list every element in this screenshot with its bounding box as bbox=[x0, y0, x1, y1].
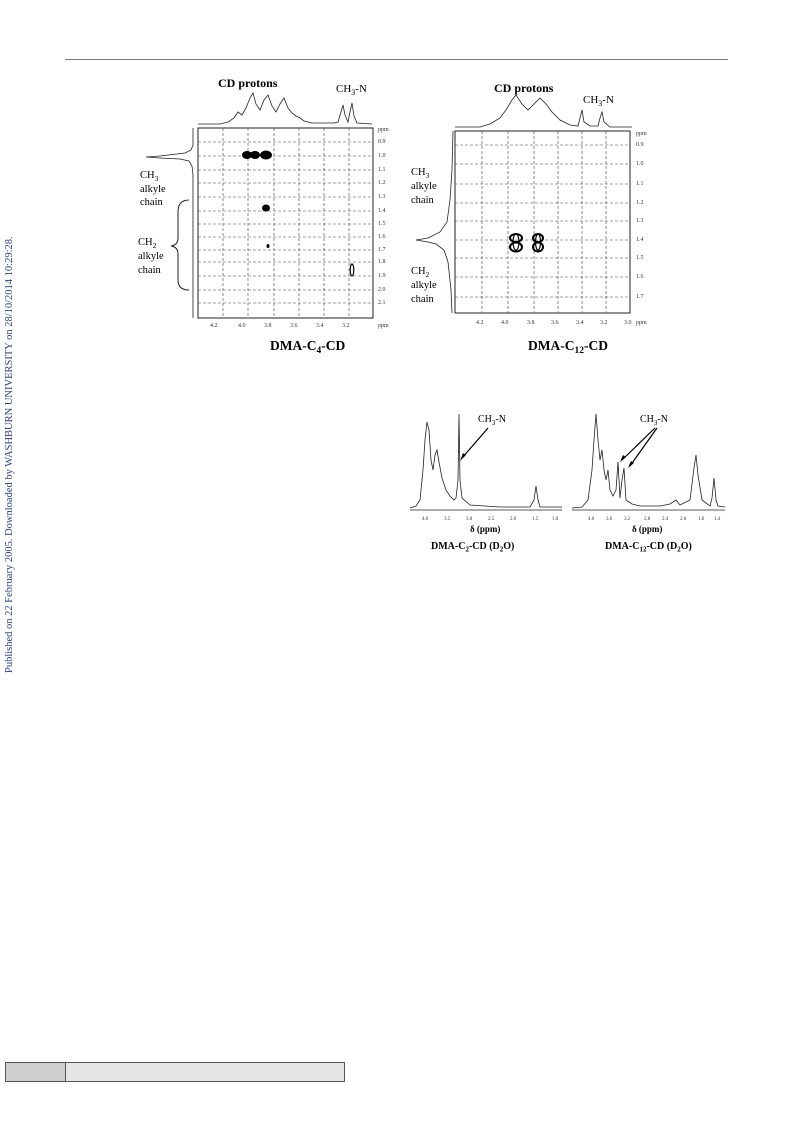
svg-text:1.0: 1.0 bbox=[378, 153, 386, 159]
svg-text:4.2: 4.2 bbox=[476, 320, 484, 326]
spectrum-1d-right bbox=[572, 414, 725, 554]
svg-text:chain: chain bbox=[411, 294, 434, 305]
ch2-brace bbox=[171, 200, 189, 290]
spectrum-2d-left bbox=[138, 76, 389, 356]
cd-protons-label: CD protons bbox=[218, 76, 278, 90]
ch2-alkyl-label bbox=[138, 237, 164, 276]
caption-dma-c12-d2o: DMA-$C_{12}-CD$ $(D_2O)$ bbox=[605, 541, 692, 554]
svg-text:CH3: $CH_3$ bbox=[140, 170, 159, 183]
footer-journal-box bbox=[65, 1062, 345, 1082]
svg-text:alkyle: alkyle bbox=[140, 184, 166, 195]
x-tick-labels bbox=[476, 320, 647, 326]
ch3n-annotation: $CH_3-N$ bbox=[640, 414, 668, 427]
x-tick-labels bbox=[210, 323, 389, 329]
svg-text:3.5: 3.5 bbox=[444, 517, 451, 522]
y-tick-labels bbox=[378, 127, 389, 306]
svg-text:1.2: 1.2 bbox=[378, 180, 386, 186]
annotation-arrow-1 bbox=[622, 428, 655, 460]
svg-text:4.0: 4.0 bbox=[422, 517, 429, 522]
svg-text:3.6: 3.6 bbox=[606, 517, 613, 522]
svg-text:ppm: ppm bbox=[378, 323, 389, 329]
ch3-alkyl-label bbox=[411, 167, 437, 206]
svg-text:0.9: 0.9 bbox=[378, 139, 386, 145]
svg-text:2.1: 2.1 bbox=[378, 300, 386, 306]
svg-text:chain: chain bbox=[138, 265, 161, 276]
svg-text:1.0: 1.0 bbox=[552, 517, 559, 522]
svg-text:3.8: 3.8 bbox=[264, 323, 272, 329]
spectrum-1d-left bbox=[410, 414, 562, 554]
svg-text:1.1: 1.1 bbox=[378, 167, 386, 173]
svg-text:chain: chain bbox=[140, 197, 163, 208]
download-notice: Published on 22 February 2005. Downloaded by WASHBURN UNIVERSITY on 28/10/2014 10:29:28. bbox=[4, 236, 15, 673]
svg-text:2.0: 2.0 bbox=[510, 517, 517, 522]
svg-text:1.4: 1.4 bbox=[714, 517, 721, 522]
svg-text:3.2: 3.2 bbox=[600, 320, 608, 326]
svg-text:1.4: 1.4 bbox=[378, 208, 386, 214]
x-tick-labels bbox=[422, 517, 559, 522]
svg-text:chain: chain bbox=[411, 195, 434, 206]
svg-text:3.6: 3.6 bbox=[290, 323, 298, 329]
svg-text:CH2: $CH_2$ bbox=[138, 237, 157, 250]
svg-text:1.5: 1.5 bbox=[532, 517, 539, 522]
gridlines bbox=[455, 131, 630, 313]
svg-text:1.3: 1.3 bbox=[378, 194, 386, 200]
svg-text:CH2: $CH_2$ bbox=[411, 266, 430, 279]
svg-text:4.0: 4.0 bbox=[501, 320, 509, 326]
svg-text:1.7: 1.7 bbox=[378, 247, 386, 253]
svg-text:ppm: ppm bbox=[636, 320, 647, 326]
svg-text:CH3: $CH_3$ bbox=[411, 167, 430, 180]
svg-text:3.0: 3.0 bbox=[624, 320, 632, 326]
spectrum-2d-right bbox=[411, 81, 647, 356]
cross-peaks bbox=[510, 234, 543, 252]
svg-text:3.4: 3.4 bbox=[576, 320, 584, 326]
ch3n-annotation: $CH_3-N$ bbox=[478, 414, 506, 427]
svg-text:1.2: 1.2 bbox=[636, 200, 644, 206]
svg-text:3.2: 3.2 bbox=[624, 517, 631, 522]
gridlines bbox=[198, 128, 373, 318]
svg-text:ppm: ppm bbox=[378, 127, 389, 133]
annotation-arrow bbox=[462, 428, 488, 458]
footer-page-box bbox=[5, 1062, 66, 1082]
svg-text:1.5: 1.5 bbox=[378, 221, 386, 227]
svg-text:alkyle: alkyle bbox=[411, 280, 437, 291]
svg-text:4.2: 4.2 bbox=[210, 323, 218, 329]
svg-text:2.4: 2.4 bbox=[662, 517, 669, 522]
svg-text:2.0: 2.0 bbox=[680, 517, 687, 522]
svg-text:3.0: 3.0 bbox=[466, 517, 473, 522]
nmr-trace bbox=[410, 414, 562, 508]
svg-text:1.8: 1.8 bbox=[378, 259, 386, 265]
x-tick-labels bbox=[588, 517, 721, 522]
svg-text:3.4: 3.4 bbox=[316, 323, 324, 329]
svg-text:1.7: 1.7 bbox=[636, 294, 644, 300]
svg-text:2.5: 2.5 bbox=[488, 517, 495, 522]
svg-text:2.0: 2.0 bbox=[378, 287, 386, 293]
svg-text:alkyle: alkyle bbox=[411, 181, 437, 192]
ch2-alkyl-label bbox=[411, 266, 437, 305]
x-axis-label: δ (ppm) bbox=[470, 524, 501, 534]
cross-peaks bbox=[242, 151, 354, 277]
cd-protons-label: CD protons bbox=[494, 81, 554, 95]
svg-text:3.2: 3.2 bbox=[342, 323, 350, 329]
arrow-head-1 bbox=[620, 455, 626, 462]
plot-frame bbox=[198, 128, 373, 318]
svg-text:1.6: 1.6 bbox=[378, 234, 386, 240]
annotation-arrow-2 bbox=[630, 428, 657, 466]
svg-text:1.5: 1.5 bbox=[636, 255, 644, 261]
figure-caption-dma-c4: DMA-$C_4-CD$ bbox=[270, 338, 346, 356]
projection-top-trace bbox=[198, 93, 372, 124]
svg-text:alkyle: alkyle bbox=[138, 251, 164, 262]
svg-text:3.6: 3.6 bbox=[551, 320, 559, 326]
svg-text:4.0: 4.0 bbox=[588, 517, 595, 522]
svg-text:2.8: 2.8 bbox=[644, 517, 651, 522]
svg-text:3.8: 3.8 bbox=[527, 320, 535, 326]
svg-text:0.9: 0.9 bbox=[636, 142, 644, 148]
svg-text:1.4: 1.4 bbox=[636, 237, 644, 243]
svg-text:4.0: 4.0 bbox=[238, 323, 246, 329]
x-axis-label: δ (ppm) bbox=[632, 524, 663, 534]
svg-text:1.9: 1.9 bbox=[378, 273, 386, 279]
caption-dma-c2: DMA-$C_2-CD$ $(D_2O)$ bbox=[431, 541, 515, 554]
svg-text:1.0: 1.0 bbox=[636, 161, 644, 167]
ch3n-label: $CH_3-N$ bbox=[336, 83, 367, 97]
svg-text:ppm: ppm bbox=[636, 131, 647, 137]
plot-frame bbox=[455, 131, 630, 313]
svg-text:1.1: 1.1 bbox=[636, 181, 644, 187]
ch3-alkyl-label bbox=[140, 170, 166, 208]
svg-text:1.3: 1.3 bbox=[636, 218, 644, 224]
svg-text:1.6: 1.6 bbox=[698, 517, 705, 522]
svg-text:1.6: 1.6 bbox=[636, 274, 644, 280]
y-tick-labels bbox=[636, 131, 647, 300]
figure-caption-dma-c12: DMA-$C_{12}-CD$ bbox=[528, 338, 608, 356]
ch3n-label: $CH_3-N$ bbox=[583, 94, 614, 108]
nmr-trace bbox=[572, 414, 725, 508]
